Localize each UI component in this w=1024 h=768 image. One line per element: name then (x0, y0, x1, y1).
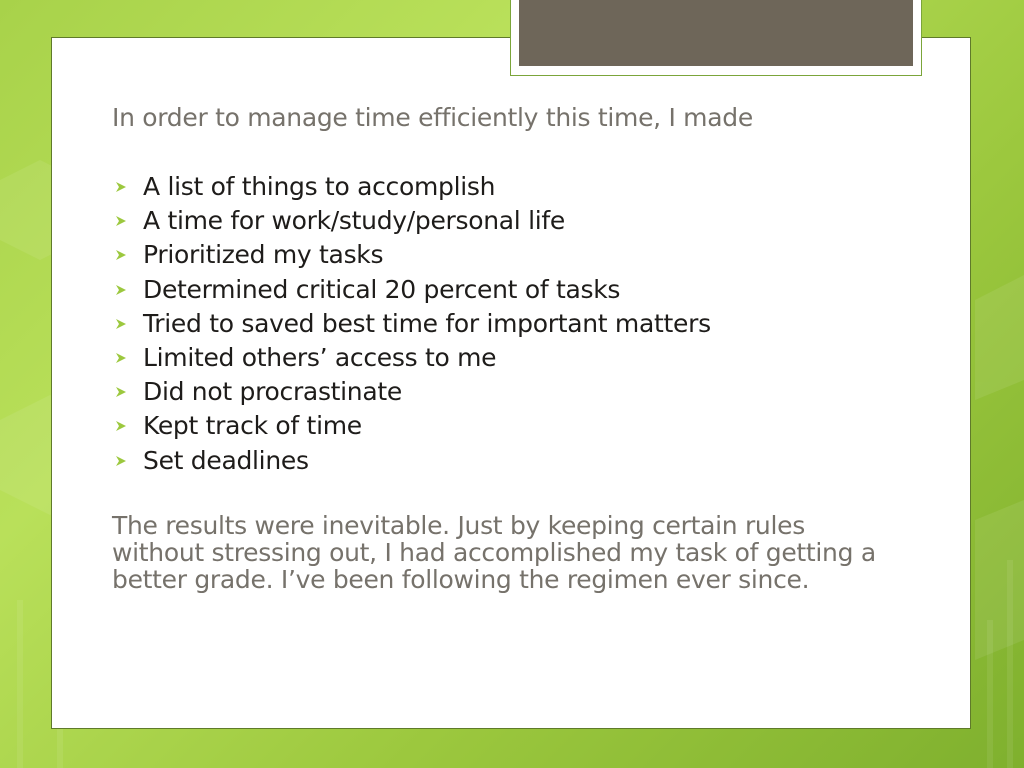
list-item (112, 375, 912, 409)
list-item-label: Tried to saved best time for important matters (143, 308, 711, 338)
arrow-bullet-icon (115, 455, 127, 467)
arrow-bullet-icon (115, 284, 127, 296)
list-item-label: Determined critical 20 percent of tasks (143, 274, 621, 304)
list-item (112, 409, 912, 443)
arrow-bullet-icon (115, 318, 127, 330)
list-item-label: A list of things to accomplish (143, 172, 496, 201)
bullet-list (112, 170, 912, 478)
list-item-label: Did not procrastinate (143, 377, 402, 407)
list-item-label: Prioritized my tasks (143, 240, 384, 270)
list-item (112, 444, 912, 478)
list-item (112, 341, 912, 375)
list-item-label: Set deadlines (143, 445, 309, 475)
arrow-bullet-icon (115, 249, 127, 261)
list-item (112, 238, 912, 272)
list-item-label: A time for work/study/personal life (143, 206, 565, 236)
list-item (112, 170, 912, 204)
intro-text: In order to manage time efficiently this time, I made (112, 103, 753, 132)
arrow-bullet-icon (115, 181, 127, 193)
arrow-bullet-icon (115, 386, 127, 398)
list-item-label: Limited others’ access to me (143, 342, 497, 372)
title-placeholder-tab (510, 0, 922, 76)
list-item-label: Kept track of time (143, 411, 362, 441)
title-placeholder-fill (519, 0, 913, 66)
arrow-bullet-icon (115, 352, 127, 364)
list-item (112, 204, 912, 238)
conclusion-text: The results were inevitable. Just by keeping certain rules without stressing out, I had accomplished my task of getting a better grade. I’ve been following the regimen ever since. (112, 511, 876, 594)
arrow-bullet-icon (115, 215, 127, 227)
arrow-bullet-icon (115, 420, 127, 432)
list-item (112, 307, 912, 341)
list-item (112, 273, 912, 307)
